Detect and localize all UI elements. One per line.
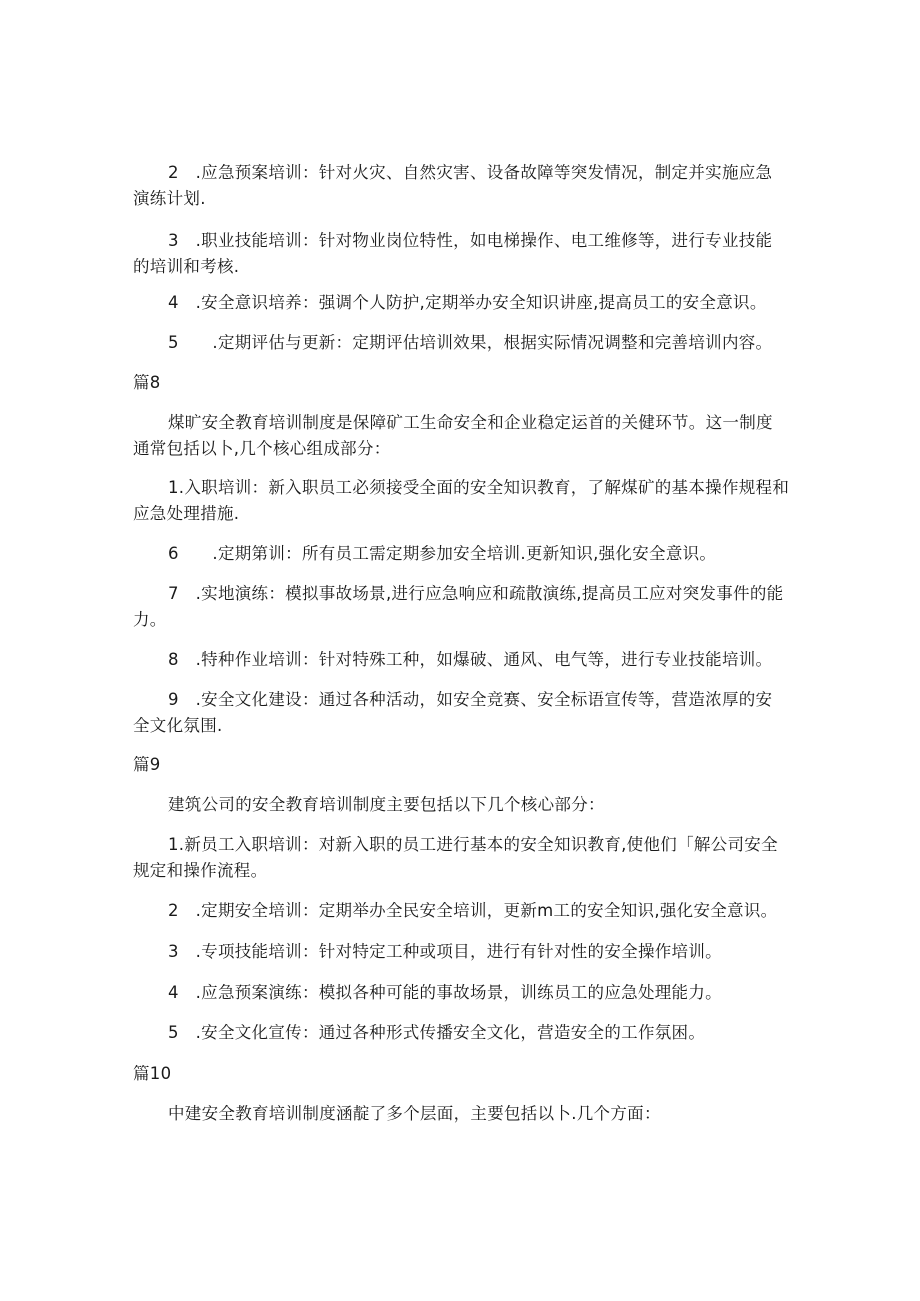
paragraph-line: 6 .定期第训：所有员工需定期参加安全培训.更新知识,强化安全意识。 bbox=[168, 544, 717, 563]
paragraph-line: 1.新员工入职培训：对新入职的员工进行基本的安全知识教育,使他们「解公司安全 bbox=[168, 835, 778, 854]
paragraph-line: 的培训和考核. bbox=[133, 257, 240, 276]
section-heading: 篇8 bbox=[133, 373, 161, 392]
paragraph-line: 7 .实地演练：模拟事故场景,进行应急响应和疏散演练,提高员工应对突发事件的能 bbox=[168, 584, 784, 603]
paragraph-line: 力。 bbox=[133, 610, 167, 629]
paragraph-line: 全文化氛围. bbox=[133, 716, 223, 735]
paragraph-line: 中建安全教育培训制度涵靛了多个层面，主要包括以卜.几个方面： bbox=[168, 1104, 661, 1123]
paragraph-line: 5 .定期评估与更新：定期评估培训效果，根据实际情况调整和完善培训内容。 bbox=[168, 333, 773, 352]
paragraph-line: 8 .特种作业培训：针对特殊工种，如爆破、通风、电气等，进行专业技能培训。 bbox=[168, 650, 773, 669]
paragraph-line: 规定和操作流程。 bbox=[133, 861, 268, 880]
paragraph-line: 2 .应急预案培训：针对火灾、自然灾害、设备故障等突发情况，制定并实施应急 bbox=[168, 163, 773, 182]
paragraph-line: 9 .安全文化建设：通过各种活动，如安全竞赛、安全标语宣传等，营造浓厚的安 bbox=[168, 690, 773, 709]
paragraph-line: 2 .定期安全培训：定期举办全民安全培训，更新m工的安全知识,强化安全意识。 bbox=[168, 901, 778, 920]
section-heading: 篇9 bbox=[133, 755, 161, 774]
paragraph-line: 演练计划. bbox=[133, 189, 206, 208]
paragraph-line: 3 .专项技能培训：针对特定工种或项目，进行有针对性的安全操作培训。 bbox=[168, 942, 722, 961]
paragraph-line: 5 .安全文化宣传：通过各种形式传播安全文化，营造安全的工作氛困。 bbox=[168, 1023, 706, 1042]
paragraph-line: 煤旷安全教育培训制度是保障矿工生命安全和企业稳定运首的关健环节。这一制度 bbox=[168, 413, 773, 432]
paragraph-line: 4 .应急预案演练：模拟各种可能的事故场景，训练员工的应急处理能力。 bbox=[168, 983, 722, 1002]
section-heading: 篇10 bbox=[133, 1064, 172, 1083]
paragraph-line: 4 .安全意识培养：强调个人防护,定期举办安全知识讲座,提高员工的安全意识。 bbox=[168, 293, 767, 312]
paragraph-line: 建筑公司的安全教育培训制度主要包括以下几个核心部分： bbox=[168, 795, 605, 814]
paragraph-line: 3 .职业技能培训：针对物业岗位特性，如电梯操作、电工维修等，进行专业技能 bbox=[168, 231, 773, 250]
paragraph-line: 通常包括以卜,几个核心组成部分： bbox=[133, 439, 391, 458]
paragraph-line: 应急处理措施. bbox=[133, 504, 240, 523]
paragraph-line: 1.入职培训：新入职员工必须接受全面的安全知识教育，了解煤矿的基本操作规程和 bbox=[168, 478, 790, 497]
